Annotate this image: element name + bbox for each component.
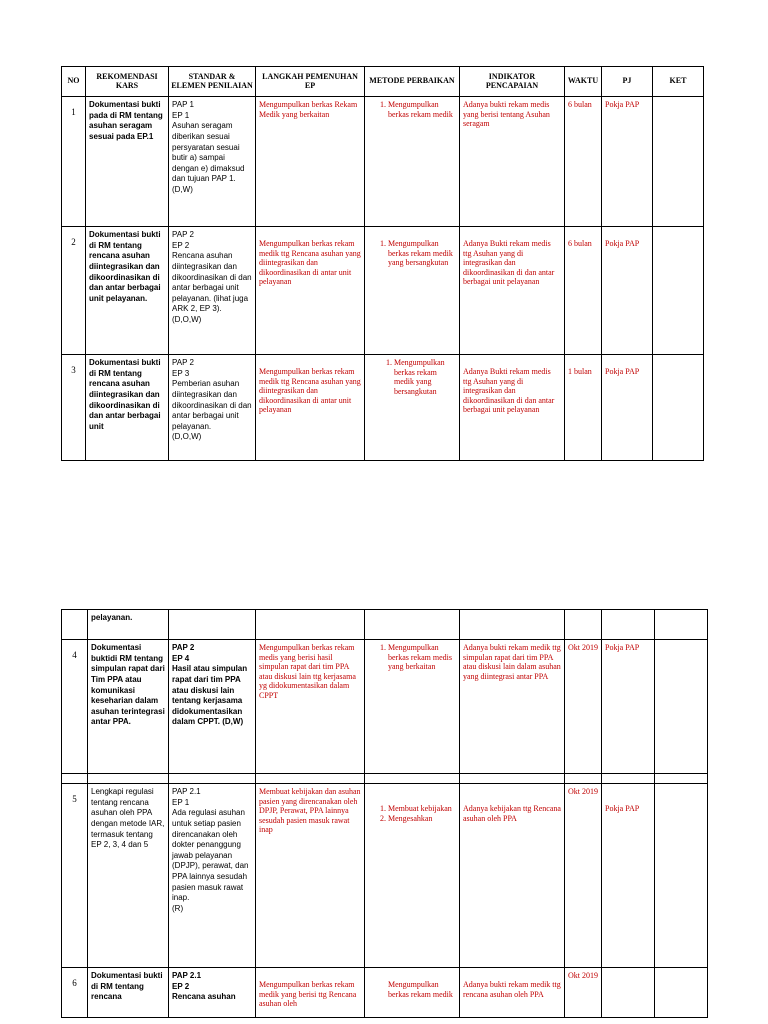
continuation-text: pelayanan.: [88, 610, 169, 640]
table-row: [62, 968, 708, 1018]
table-top: [61, 66, 704, 461]
row-metode: [365, 784, 460, 968]
table-row: [62, 784, 708, 968]
row-langkah: Mengumpulkan berkas rekam medik yang berisi ttg Rencana asuhan oleh: [256, 968, 365, 1018]
row-metode: [365, 640, 460, 774]
metode-item: 1. Membuat kebijakan: [388, 804, 456, 814]
metode-item: 1. Mengumpulkan berkas rekam medik: [388, 100, 456, 119]
header-pj: PJ: [602, 67, 653, 97]
table-header-row: [62, 67, 704, 97]
row-pj: Pokja PAP: [602, 640, 655, 774]
row-waktu: Okt 2019: [565, 968, 602, 1018]
row-rekomendasi: Dokumentasi bukti di RM tentang rencana asuhan diintegrasikan dan dikoordinasikan di dan antar berbagai unit: [86, 355, 169, 461]
table-row: [62, 227, 704, 355]
metode-item: 1. Mengumpulkan berkas rekam medik yang bersangkutan: [394, 358, 456, 396]
row-pj: Pokja PAP: [602, 784, 655, 968]
row-no: 5: [62, 784, 88, 968]
row-rekomendasi: Dokumentasi bukti di RM tentang rencana: [88, 968, 169, 1018]
row-no: 6: [62, 968, 88, 1018]
row-pj: Pokja PAP: [602, 227, 653, 355]
spacer-row: [62, 774, 708, 784]
row-standar: PAP 2 EP 3 Pemberian asuhan diintegrasikan dan dikoordinasikan di dan antar berbagai unit pelayanan. (D,O,W): [169, 355, 256, 461]
table-row: [62, 640, 708, 774]
table-row: [62, 355, 704, 461]
header-waktu: WAKTU: [565, 67, 602, 97]
row-no: 4: [62, 640, 88, 774]
row-standar: PAP 2 EP 2 Rencana asuhan diintegrasikan dan dikoordinasikan di dan antar berbagai unit pelayanan. (lihat juga ARK 2, EP 3). (D,O,W): [169, 227, 256, 355]
metode-item: 2. Mengesahkan: [388, 814, 456, 824]
row-no: 1: [62, 97, 86, 227]
header-no: NO: [62, 67, 86, 97]
row-langkah: Mengumpulkan berkas rekam medik ttg Rencana asuhan yang diintegrasikan dan dikoordinasikan di antar unit pelayanan: [256, 227, 365, 355]
row-standar: PAP 1 EP 1 Asuhan seragam diberikan sesuai persyaratan sesuai butir a) sampai dengan e) dimaksud dan tujuan PAP 1. (D,W): [169, 97, 256, 227]
row-metode: [365, 968, 460, 1018]
header-standar: STANDAR & ELEMEN PENILAIAN: [169, 67, 256, 97]
row-indikator: Adanya kebijakan ttg Rencana asuhan oleh PPA: [460, 784, 565, 968]
row-pj: Pokja PAP: [602, 97, 653, 227]
header-metode: METODE PERBAIKAN: [365, 67, 460, 97]
row-rekomendasi: Dokumentasi bukti di RM tentang rencana asuhan diintegrasikan dan dikoordinasikan di dan antar berbagai unit pelayanan.: [86, 227, 169, 355]
row-ket: [653, 355, 704, 461]
row-indikator: Adanya bukti rekam medik ttg simpulan rapat dari tim PPA atau diskusi lain dalam asuhan yang diintegrasi antar PPA: [460, 640, 565, 774]
header-indikator: INDIKATOR PENCAPAIAN: [460, 67, 565, 97]
row-indikator: Adanya bukti rekam medis yang berisi tentang Asuhan seragam: [460, 97, 565, 227]
row-metode: [365, 355, 460, 461]
row-pj: Pokja PAP: [602, 355, 653, 461]
row-ket: [655, 640, 708, 774]
metode-item: Mengumpulkan berkas rekam medik: [388, 980, 453, 999]
row-ket: [653, 227, 704, 355]
header-ket: KET: [653, 67, 704, 97]
row-no: 2: [62, 227, 86, 355]
table-row: [62, 97, 704, 227]
metode-item: 1. Mengumpulkan berkas rekam medik yang bersangkutan: [388, 239, 456, 268]
row-langkah: Mengumpulkan berkas rekam medis yang berisi hasil simpulan rapat dari tim PPA atau diskusi lain ttg kerjasama yg didokumentasikan dalam CPPT: [256, 640, 365, 774]
row-indikator: Adanya Bukti rekam medis ttg Asuhan yang di integrasikan dan dikoordinasikan di dan antar berbagai unit pelayanan: [460, 355, 565, 461]
header-langkah: LANGKAH PEMENUHAN EP: [256, 67, 365, 97]
row-ket: [655, 968, 708, 1018]
row-metode: [365, 227, 460, 355]
row-standar: PAP 2.1 EP 2 Rencana asuhan: [169, 968, 256, 1018]
row-waktu: 6 bulan: [565, 227, 602, 355]
row-ket: [653, 97, 704, 227]
header-rekomendasi: REKOMENDASI KARS: [86, 67, 169, 97]
row-rekomendasi: Dokumentasi bukti pada di RM tentang asuhan seragam sesuai pada EP.1: [86, 97, 169, 227]
row-ket: [655, 784, 708, 968]
row-pj: [602, 968, 655, 1018]
row-standar: PAP 2.1 EP 1 Ada regulasi asuhan untuk setiap pasien direncanakan oleh dokter penanggung jawab pelayanan (DPJP), perawat, dan PPA lainnya sesudah pasien masuk rawat inap. (R): [169, 784, 256, 968]
row-waktu: 1 bulan: [565, 355, 602, 461]
row-waktu: 6 bulan: [565, 97, 602, 227]
row-waktu: Okt 2019: [565, 784, 602, 968]
row-indikator: Adanya bukti rekam medik ttg rencana asuhan oleh PPA: [460, 968, 565, 1018]
row-no: 3: [62, 355, 86, 461]
row-metode: [365, 97, 460, 227]
metode-item: 1. Mengumpulkan berkas rekam medis yang berkaitan: [388, 643, 456, 672]
continuation-row: [62, 610, 708, 640]
row-rekomendasi: Lengkapi regulasi tentang rencana asuhan oleh PPA dengan metode IAR, termasuk tentang EP 2, 3, 4 dan 5: [88, 784, 169, 968]
row-langkah: Mengumpulkan berkas Rekam Medik yang berkaitan: [256, 97, 365, 227]
row-indikator: Adanya Bukti rekam medis ttg Asuhan yang di integrasikan dan dikoordinasikan di dan antar berbagai unit pelayanan: [460, 227, 565, 355]
row-langkah: Membuat kebijakan dan asuhan pasien yang direncanakan oleh DPJP, Perawat, PPA lainnya sesudah pasien masuk rawat inap: [256, 784, 365, 968]
row-rekomendasi: Dokumentasi buktidi RM tentang simpulan rapat dari Tim PPA atau komunikasi keseharian dalam asuhan terintegrasi antar PPA.: [88, 640, 169, 774]
row-standar: PAP 2 EP 4 Hasil atau simpulan rapat dari tim PPA atau diskusi lain tentang kerjasama didokumentasikan dalam CPPT. (D,W): [169, 640, 256, 774]
table-bottom: [61, 609, 708, 1018]
row-waktu: Okt 2019: [565, 640, 602, 774]
row-langkah: Mengumpulkan berkas rekam medik ttg Rencana asuhan yang diintegrasikan dan dikoordinasikan di antar unit pelayanan: [256, 355, 365, 461]
